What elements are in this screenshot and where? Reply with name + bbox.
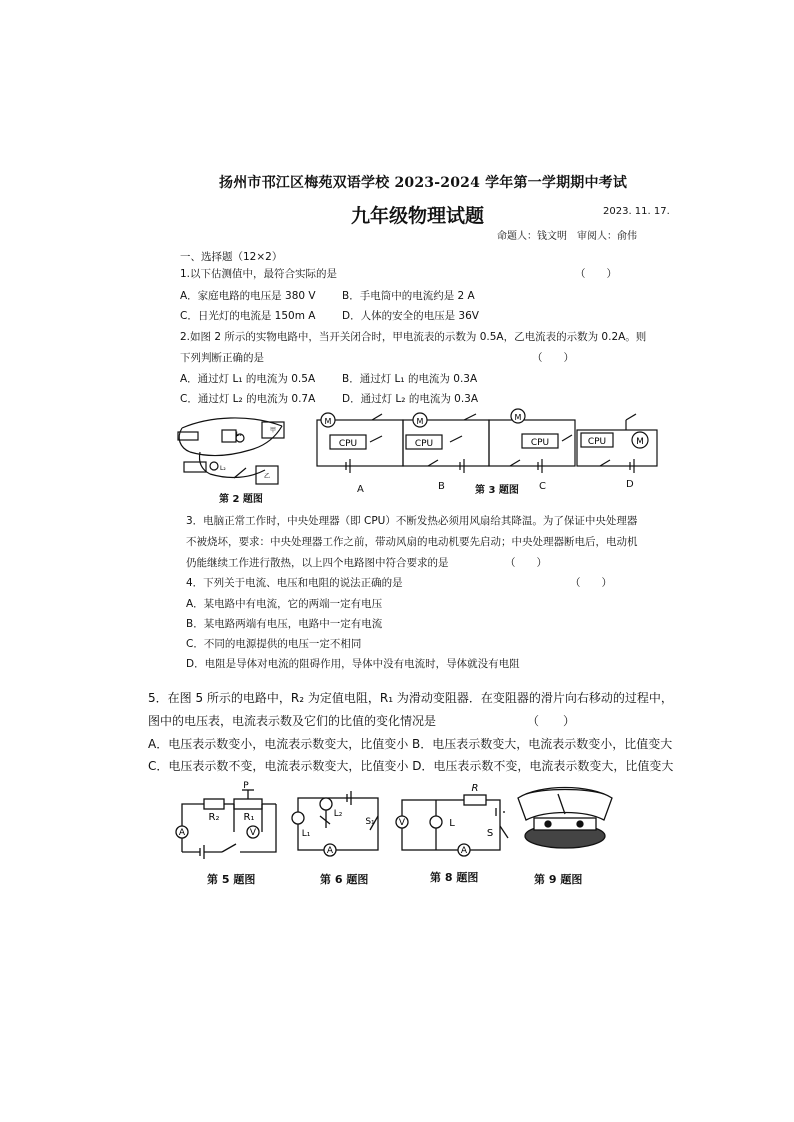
- motor-label-a: M: [324, 417, 332, 426]
- motor-label-c: M: [514, 413, 522, 422]
- q4-option-b: B．某电路两端有电压，电路中一定有电流: [186, 618, 383, 630]
- fig3-option-a-label: A: [357, 484, 364, 495]
- fig3-caption: 第 3 题图: [475, 485, 519, 496]
- fig6-l1-label: L₁: [301, 829, 311, 839]
- cpu-label-a: CPU: [338, 439, 358, 449]
- fig2-caption: 第 2 题图: [219, 494, 263, 505]
- q1-option-a: A．家庭电路的电压是 380 V: [180, 290, 316, 302]
- q4-option-a: A．某电路中有电流，它的两端一定有电压: [186, 598, 383, 610]
- fig6-s1-label: S₁: [365, 817, 375, 827]
- q4-stem: 4．下列关于电流、电压和电阻的说法正确的是: [186, 577, 403, 589]
- cpu-label-b: CPU: [414, 439, 434, 449]
- q4-option-d: D．电阻是导体对电流的阻碍作用，导体中没有电流时，导体就没有电阻: [186, 658, 520, 670]
- q5-options-ab: A．电压表示数变小，电流表示数变大，比值变小 B．电压表示数变大，电流表示数变小，比值变大: [148, 737, 673, 751]
- q2-stem-line1: 2.如图 2 所示的实物电路中，当开关闭合时，甲电流表的示数为 0.5A，乙电流表的示数为 0.2A。则: [180, 331, 647, 343]
- fig5-ammeter-label: A: [178, 828, 186, 838]
- fig2-label-yi: 乙: [264, 473, 271, 480]
- fig5-circuit: [176, 790, 276, 859]
- fig9-caption: 第 9 题图: [534, 873, 583, 886]
- fig5-r1-label: R₁: [243, 812, 255, 823]
- figures-row-2: [160, 780, 650, 870]
- q2-option-a: A．通过灯 L₁ 的电流为 0.5A: [180, 373, 316, 385]
- fig8-lamp-label: L: [449, 818, 455, 829]
- q3-line2: 不被烧坏，要求：中央处理器工作之前，带动风扇的电动机要先启动；中央处理器断电后，电动机: [186, 536, 638, 548]
- q5-answer-paren: （ ）: [527, 714, 576, 728]
- paper-subtitle: 九年级物理试题: [351, 205, 485, 227]
- q3-line1: 3．电脑正常工作时，中央处理器（即 CPU）不断发热必须用风扇给其降温。为了保证中央处理器: [186, 515, 638, 527]
- fig5-voltmeter-label: V: [249, 828, 257, 838]
- cpu-label-d: CPU: [587, 437, 607, 447]
- q1-option-b: B．手电筒中的电流约是 2 A: [342, 290, 475, 302]
- q3-answer-paren: （ ）: [505, 557, 547, 569]
- q2-stem-line2: 下列判断正确的是: [180, 352, 264, 364]
- q4-answer-paren: （ ）: [570, 577, 612, 589]
- fig2-label-jia: 甲: [270, 427, 277, 434]
- q1-option-c: C．日光灯的电流是 150m A: [180, 310, 316, 322]
- figures-row-1: [170, 408, 660, 500]
- cpu-label-c: CPU: [530, 438, 550, 448]
- fig2-label-l1: L₁: [236, 431, 242, 438]
- fig5-slider-label: P: [243, 781, 249, 791]
- fig8-ammeter-label: A: [460, 846, 468, 856]
- q3-line3: 仍能继续工作进行散热，以上四个电路图中符合要求的是: [186, 557, 449, 569]
- author-line: 命题人：钱文明 审阅人：俞伟: [497, 231, 637, 242]
- q5-line2: 图中的电压表，电流表示数及它们的比值的变化情况是: [148, 714, 437, 728]
- exam-date: 2023. 11. 17.: [603, 206, 670, 217]
- q1-option-d: D．人体的安全的电压是 36V: [342, 310, 479, 322]
- exam-title: 扬州市邗江区梅苑双语学校 2023-2024 学年第一学期期中考试: [219, 175, 628, 191]
- fig6-l2-label: L₂: [333, 809, 343, 819]
- q5-options-cd: C．电压表示数不变，电流表示数变大，比值变小 D．电压表示数不变，电流表示数变大，比值变大: [148, 759, 674, 773]
- fig8-r-label: R: [471, 783, 479, 794]
- q4-option-c: C．不同的电源提供的电压一定不相同: [186, 638, 362, 650]
- q2-option-d: D．通过灯 L₂ 的电流为 0.3A: [342, 393, 479, 405]
- motor-label-b: M: [416, 417, 424, 426]
- q1-answer-paren: （ ）: [575, 268, 617, 280]
- fig5-r2-label: R₂: [208, 812, 220, 823]
- q2-answer-paren: （ ）: [532, 352, 574, 364]
- fig9-meter-photo: [518, 788, 612, 849]
- motor-label-d: M: [636, 437, 644, 447]
- fig5-caption: 第 5 题图: [207, 873, 256, 886]
- section-heading: 一、选择题（12×2）: [180, 251, 283, 263]
- q2-option-c: C．通过灯 L₂ 的电流为 0.7A: [180, 393, 316, 405]
- fig3-option-d-label: D: [626, 479, 634, 490]
- fig3-option-b-label: B: [438, 481, 445, 492]
- fig8-switch-label: S: [486, 828, 494, 839]
- fig2-label-l2: L₂: [220, 465, 226, 472]
- fig8-caption: 第 8 题图: [430, 871, 479, 884]
- fig3-option-c-label: C: [539, 481, 546, 492]
- q2-option-b: B．通过灯 L₁ 的电流为 0.3A: [342, 373, 478, 385]
- q5-line1: 5．在图 5 所示的电路中，R₂ 为定值电阻，R₁ 为滑动变阻器．在变阻器的滑片向右移动的过程中，: [148, 691, 673, 705]
- fig8-voltmeter-label: V: [398, 818, 406, 828]
- fig6-caption: 第 6 题图: [320, 873, 369, 886]
- q1-stem: 1.以下估测值中，最符合实际的是: [180, 268, 338, 280]
- fig6-ammeter-label: A: [326, 846, 334, 856]
